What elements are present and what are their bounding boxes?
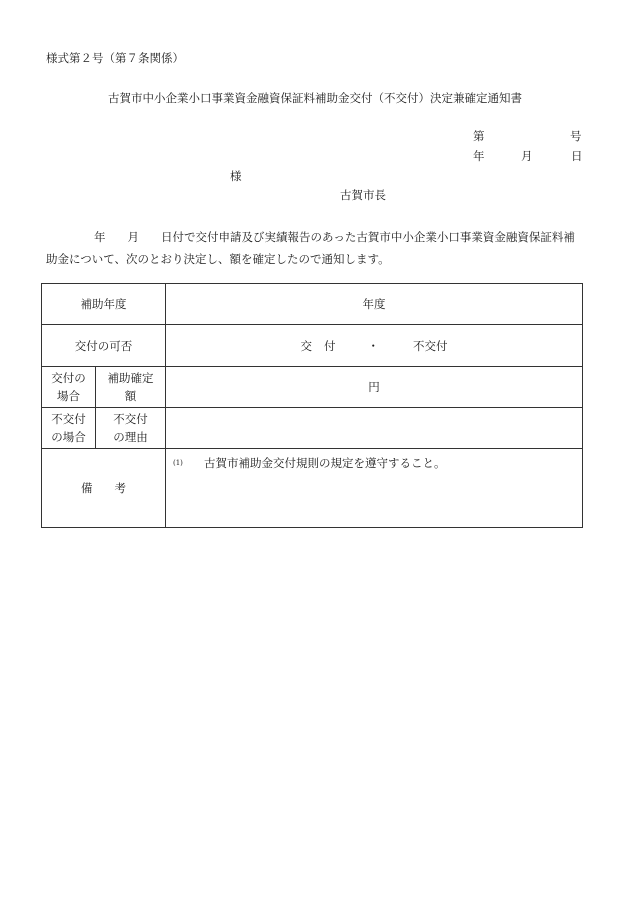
amount-unit: 円 [368, 380, 380, 394]
grant-option-yes-2: 付 [324, 338, 336, 353]
table-row [42, 449, 583, 528]
table-row [42, 367, 583, 408]
table-row [42, 325, 583, 367]
date-year-label: 年 [473, 149, 485, 163]
notice-body [46, 226, 586, 270]
grant-option-no: 不交付 [413, 338, 448, 353]
issuer-name: 古賀市長 [340, 188, 386, 202]
grant-option-yes-1: 交 [300, 338, 312, 353]
grant-label: 交付の可否 [42, 325, 166, 367]
document-number-suffix: 号 [570, 129, 582, 143]
reason-value [166, 408, 583, 449]
fiscal-year-unit: 年度 [362, 297, 386, 311]
form-number: 様式第２号（第７条関係） [46, 51, 184, 65]
table-row [42, 284, 583, 325]
date-day-label: 日 [571, 149, 583, 163]
fiscal-year-value [166, 284, 583, 325]
grant-options [166, 325, 583, 367]
remarks-text: 古賀市補助金交付規則の規定を遵守すること。 [204, 456, 446, 470]
body-year: 年 [94, 230, 106, 244]
body-text: 日付で交付申請及び実績報告のあった古賀市中小企業小口事業資金融資保証料補助金について、次のとおり決定し、額を確定したので通知します。 [46, 230, 575, 266]
remarks-label: 備 考 [42, 449, 166, 528]
table-row [42, 408, 583, 449]
fiscal-year-label: 補助年度 [42, 284, 166, 325]
remarks-content [166, 449, 583, 528]
date-month-label: 月 [521, 149, 533, 163]
document-number-label: 第 [473, 129, 485, 143]
document-title: 古賀市中小企業小口事業資金融資保証料補助金交付（不交付）決定兼確定通知書 [108, 91, 522, 105]
nongrant-case-label: 不交付 の場合 [42, 408, 96, 449]
amount-label: 補助確定 額 [96, 367, 166, 408]
decision-table [41, 283, 583, 528]
reason-label: 不交付 の理由 [96, 408, 166, 449]
body-month: 月 [127, 230, 139, 244]
addressee-suffix: 様 [230, 169, 242, 183]
grant-separator: ・ [367, 338, 379, 353]
amount-value [166, 367, 583, 408]
grant-case-label: 交付の 場合 [42, 367, 96, 408]
remarks-mark: (1) [173, 459, 183, 467]
